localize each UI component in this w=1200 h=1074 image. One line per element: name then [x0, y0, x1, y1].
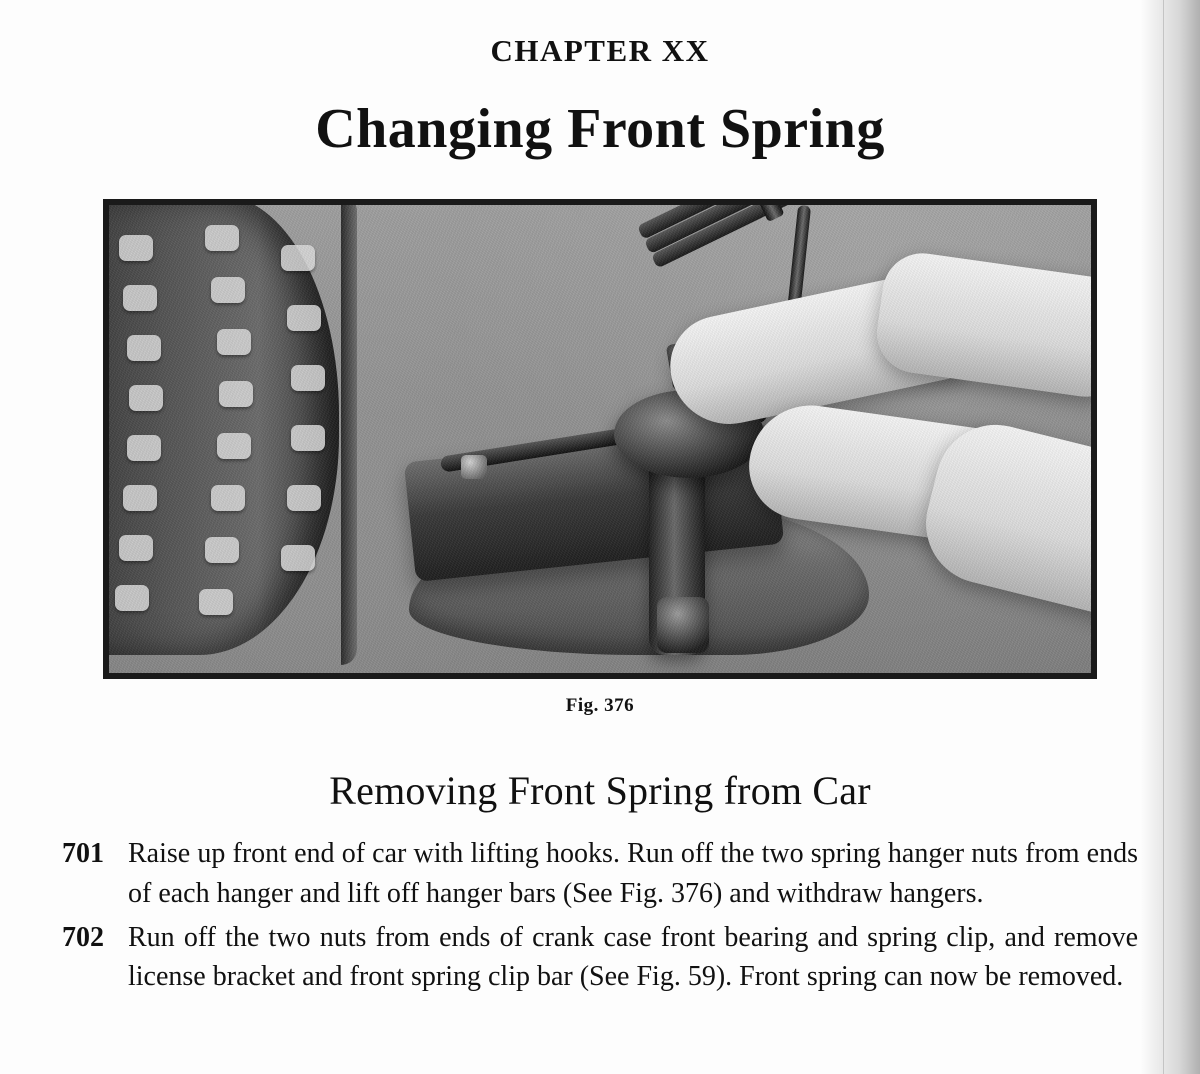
figure-caption: Fig. 376 [565, 695, 635, 716]
page-title: Changing Front Spring [315, 98, 885, 160]
figure [103, 199, 1097, 717]
section-heading: Removing Front Spring from Car [329, 768, 871, 813]
page-edge-line [1163, 0, 1164, 1074]
paragraph-number: 701 [62, 838, 104, 869]
page-edge-shadow [1140, 0, 1200, 1074]
paragraph-text: Run off the two nuts from ends of crank case front bearing and spring clip, and remove license bracket and front spring clip bar (See Fig. 59). Front spring can now be removed. [128, 921, 1138, 993]
numbered-paragraph-list [62, 834, 1138, 997]
photo-grain-overlay [109, 205, 1091, 673]
numbered-paragraph [62, 918, 1138, 998]
chapter-label: CHAPTER XX [490, 33, 710, 68]
figure-frame [103, 199, 1097, 679]
figure-photo [109, 205, 1091, 673]
paragraph-number: 702 [62, 921, 104, 953]
paragraph-text: Raise up front end of car with lifting hooks. Run off the two spring hanger nuts from ends of each hanger and lift off hanger bars (See Fig. 376) and withdraw hangers. [128, 838, 1138, 909]
numbered-paragraph [62, 834, 1138, 914]
